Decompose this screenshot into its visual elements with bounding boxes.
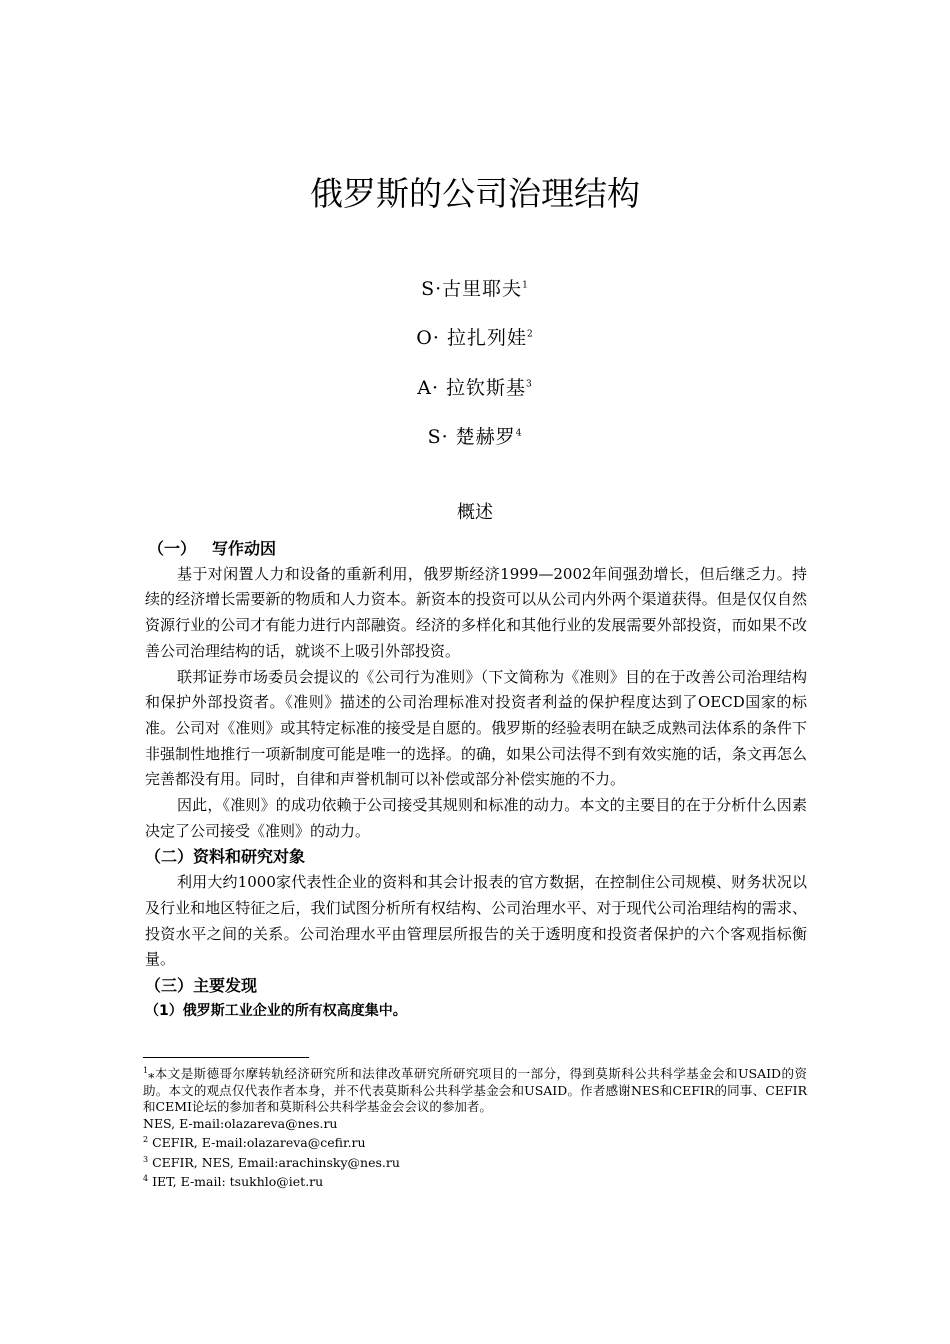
footnote-ref: 4 [515,428,523,439]
footnote-mark: 2 [143,1135,149,1145]
footnote [143,1063,807,1116]
footnote-text: CEFIR, E-mail:olazareva@cefir.ru [152,1135,366,1151]
section-number: （二） [145,847,194,867]
section-heading [145,973,807,999]
abstract-heading: 概述 [457,502,493,523]
author-3 [0,373,950,400]
paragraph: 联邦证券市场委员会提议的《公司行为准则》（下文简称为《准则》目的在于改善公司治理结构和保护外部投资者。《准则》描述的公司治理标准对投资者利益的保护程度达到了OECD国家的标准。公司对《准则》或其特定标准的接受是自愿的。俄罗斯的经验表明在缺乏成熟司法体系的条件下非强制性地推行一项新制度可能是唯一的选择。的确，如果公司法得不到有效实施的话，条文再怎么完善都没有用。同时，自律和声誉机制可以补偿或部分补偿实施的不力。 [145,667,807,789]
section-number: （三） [145,975,194,995]
footnote [143,1132,807,1152]
footnote-mark: 1 [143,1066,149,1075]
paragraph: 因此，《准则》的成功依赖于公司接受其规则和标准的动力。本文的主要目的在于分析什么因素决定了公司接受《准则》的动力。 [145,796,807,840]
paragraph: 基于对闲置人力和设备的重新利用，俄罗斯经济1999—2002年间强劲增长，但后继乏力。持续的经济增长需要新的物质和人力资本。新资本的投资可以从公司内外两个渠道获得。但是仅仅自然资源行业的公司才有能力进行内部融资。经济的多样化和其他行业的发展需要外部投资，而如果不改善公司治理结构的话，就谈不上吸引外部投资。 [145,564,807,660]
footnote-text: 本文是斯德哥尔摩转轨经济研究所和法律改革研究所研究项目的一部分，得到莫斯科公共科学基金会和USAID的资助。本文的观点仅代表作者本身，并不代表莫斯科公共科学基金会和USAID。作者感谢NES和CEFIR的同事、CEFIR和CEMI论坛的参加者和莫斯科公共科学基金会会议的参加者。 [143,1066,807,1115]
footnote-separator [143,1057,309,1058]
section-heading [145,844,807,870]
finding-heading: （1）俄罗斯工业企业的所有权高度集中。 [145,1002,407,1019]
footnote-text: NES, E-mail:olazareva@nes.ru [143,1115,338,1131]
author-4 [0,422,950,449]
author-name: A· 拉钦斯基 [417,377,527,399]
footnote-star-icon: ⁎ [148,1066,155,1082]
footnote-mark: 4 [143,1174,149,1184]
footnote-ref: 2 [526,329,534,340]
document-title: 俄罗斯的公司治理结构 [310,174,640,213]
footnote [143,1152,807,1172]
section-heading [148,536,807,562]
footnote [143,1171,807,1191]
author-name: S· 楚赫罗 [427,426,516,448]
footnote-mark: 3 [143,1154,149,1164]
paragraph: 利用大约1000家代表性企业的资料和其会计报表的官方数据，在控制住公司规模、财务状况以及行业和地区特征之后，我们试图分析所有权结构、公司治理水平、对于现代公司治理结构的需求、投资水平之间的关系。公司治理水平由管理层所报告的关于透明度和投资者保护的六个客观指标衡量。 [145,873,807,969]
section-number: （一） [148,539,197,558]
author-name: O· 拉扎列娃 [416,327,527,349]
section-title: 资料和研究对象 [193,847,306,867]
footnote-text: IET, E-mail: tsukhlo@iet.ru [152,1174,324,1190]
footnote-ref: 1 [522,280,529,291]
section-title: 主要发现 [193,975,258,995]
document-body [145,536,807,1024]
author-1 [0,274,950,301]
footnote-ref: 3 [526,379,533,390]
section-title: 写作动因 [212,539,277,558]
footnotes [143,1063,807,1191]
footnote [143,1116,807,1133]
footnote-text: CEFIR, NES, Email:arachinsky@nes.ru [152,1154,400,1170]
author-name: S·古里耶夫 [421,278,523,300]
author-2 [0,323,950,350]
